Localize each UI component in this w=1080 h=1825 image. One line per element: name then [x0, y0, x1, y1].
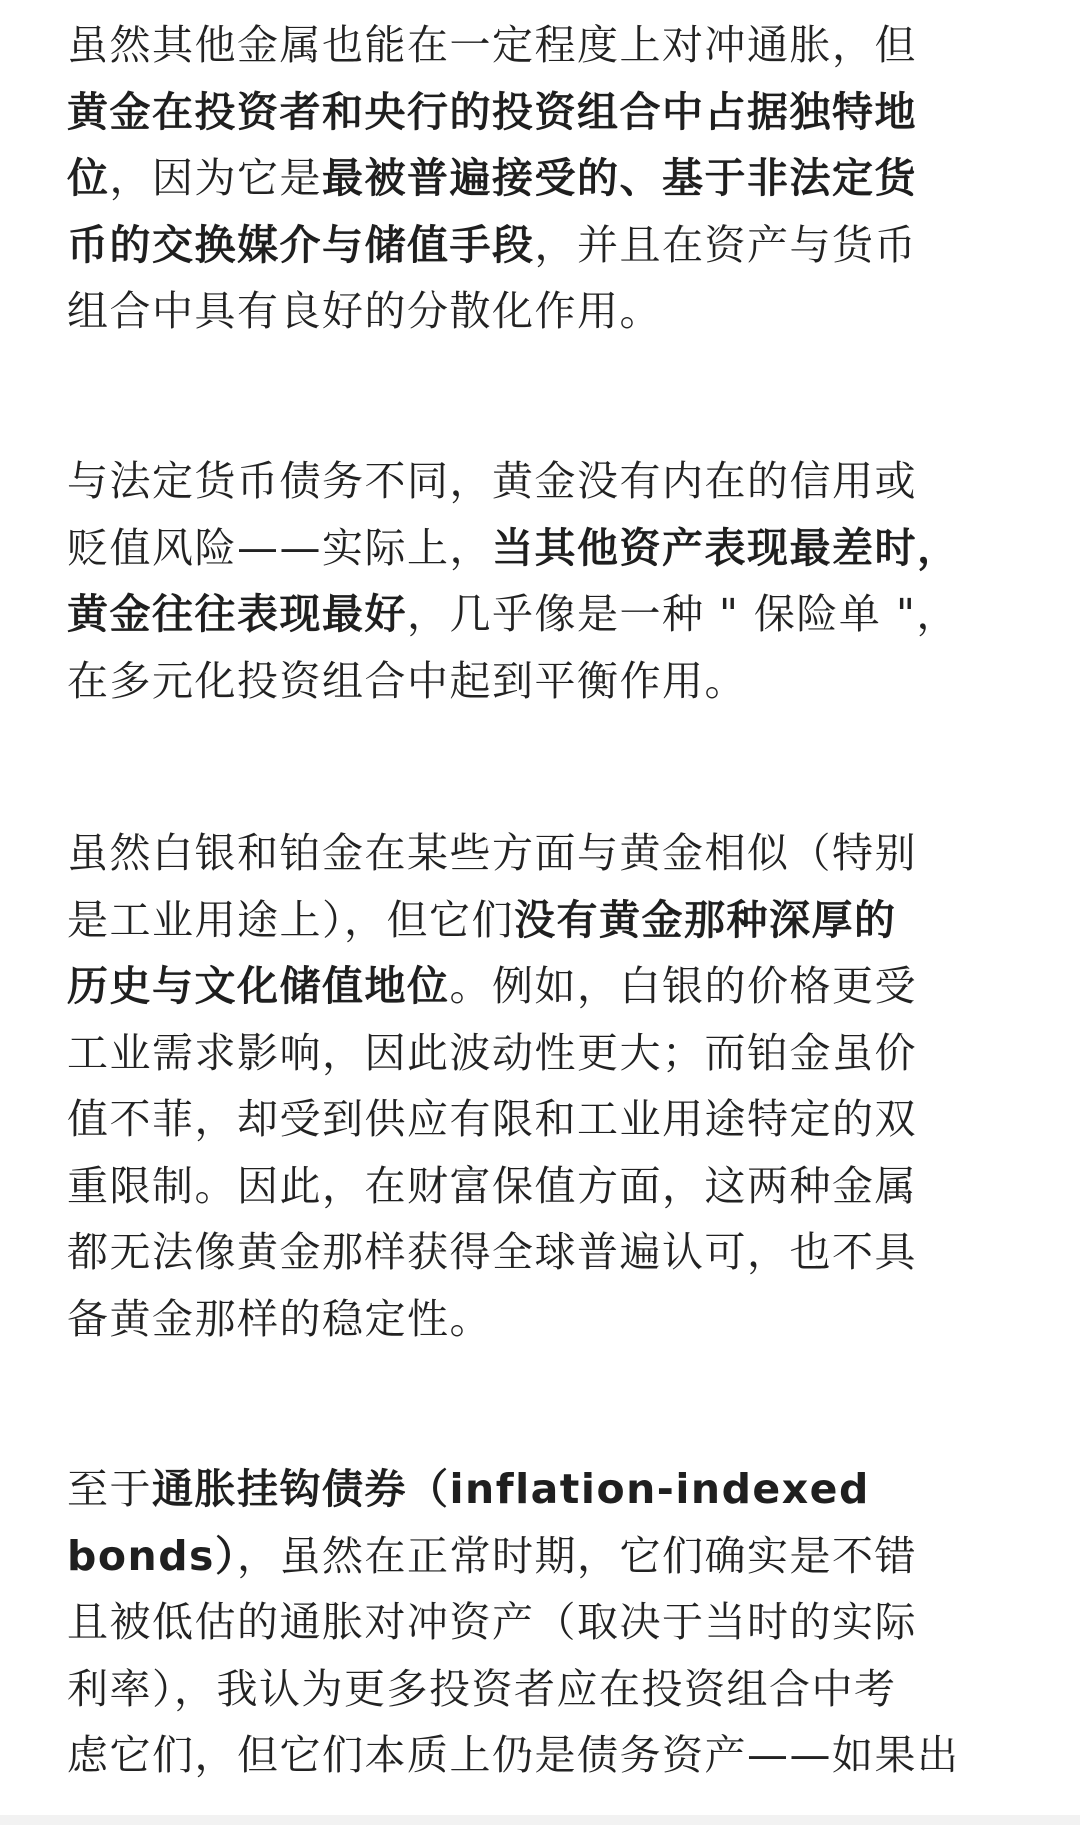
text-run: 组合中具有良好的分散化作用。 — [67, 287, 662, 335]
text-run: 在多元化投资组合中起到平衡作用。 — [67, 656, 747, 705]
text-line — [67, 79, 977, 146]
text-line — [67, 820, 977, 887]
text-run: 。例如，白银的价格更受 — [449, 962, 917, 1010]
bold-text-run: bonds） — [67, 1531, 237, 1580]
bold-text-run: 通胀挂钩债券（inflation-indexed — [152, 1465, 870, 1513]
text-run: 值不菲，却受到供应有限和工业用途特定的双 — [67, 1095, 917, 1143]
text-run: ，几乎像是一种 " 保险单 "， — [407, 590, 959, 638]
text-run: 重限制。因此，在财富保值方面，这两种金属 — [67, 1161, 917, 1210]
text-run: 虽然其他金属也能在一定程度上对冲通胀，但 — [67, 21, 917, 69]
text-line — [67, 1456, 1007, 1523]
text-line — [67, 953, 977, 1020]
bold-text-run: 没有黄金那种深厚的 — [514, 895, 897, 944]
text-line — [67, 1153, 977, 1220]
text-line — [67, 278, 977, 345]
bold-text-run: 黄金在投资者和央行的投资组合中占据独特地 — [67, 87, 917, 136]
text-run: 且被低估的通胀对冲资产（取决于当时的实际 — [67, 1598, 917, 1646]
text-line — [67, 1219, 977, 1286]
text-line — [67, 1020, 977, 1087]
text-line — [67, 212, 977, 279]
bold-text-run: 币的交换媒介与储值手段 — [67, 220, 535, 269]
paragraph-gold-unique-position — [67, 12, 977, 345]
paragraph-silver-platinum — [67, 820, 977, 1352]
paragraph-gold-no-credit-risk — [67, 448, 977, 714]
text-run: 贬值风险——实际上， — [67, 523, 492, 572]
text-line — [67, 145, 977, 212]
bold-text-run: 黄金往往表现最好 — [67, 590, 407, 638]
text-run: 至于 — [67, 1465, 152, 1513]
text-line — [67, 887, 977, 954]
text-run: ，并且在资产与货币 — [534, 220, 917, 269]
bold-text-run: 位 — [67, 154, 110, 202]
bold-text-run: 当其他资产表现最差时， — [492, 523, 960, 572]
text-line — [67, 1523, 1007, 1590]
text-line — [67, 1286, 977, 1353]
bold-text-run: 历史与文化储值地位 — [67, 962, 450, 1010]
text-run: 虑它们，但它们本质上仍是债务资产——如果出 — [67, 1731, 960, 1779]
text-run: ，因为它是 — [109, 154, 322, 202]
bottom-edge — [0, 1815, 1080, 1825]
text-run: 虽然白银和铂金在某些方面与黄金相似（特别 — [67, 829, 917, 877]
bold-text-run: 最被普遍接受的、基于非法定货 — [322, 154, 917, 202]
text-run: ，虽然在正常时期，它们确实是不错 — [236, 1531, 917, 1580]
text-run: 与法定货币债务不同，黄金没有内在的信用或 — [67, 457, 917, 505]
text-line — [67, 1656, 1007, 1723]
text-line — [67, 12, 977, 79]
text-line — [67, 515, 977, 582]
text-run: 是工业用途上），但它们 — [67, 895, 514, 944]
text-line — [67, 1722, 1007, 1789]
text-line — [67, 1086, 977, 1153]
text-run: 利率），我认为更多投资者应在投资组合中考 — [67, 1664, 897, 1713]
paragraph-inflation-indexed-bonds — [67, 1456, 1007, 1789]
text-line — [67, 448, 977, 515]
text-run: 都无法像黄金那样获得全球普遍认可，也不具 — [67, 1228, 917, 1276]
text-line — [67, 648, 977, 715]
text-line — [67, 1589, 1007, 1656]
text-line — [67, 581, 977, 648]
text-run: 工业需求影响，因此波动性更大；而铂金虽价 — [67, 1028, 917, 1077]
text-run: 备黄金那样的稳定性。 — [67, 1294, 492, 1343]
